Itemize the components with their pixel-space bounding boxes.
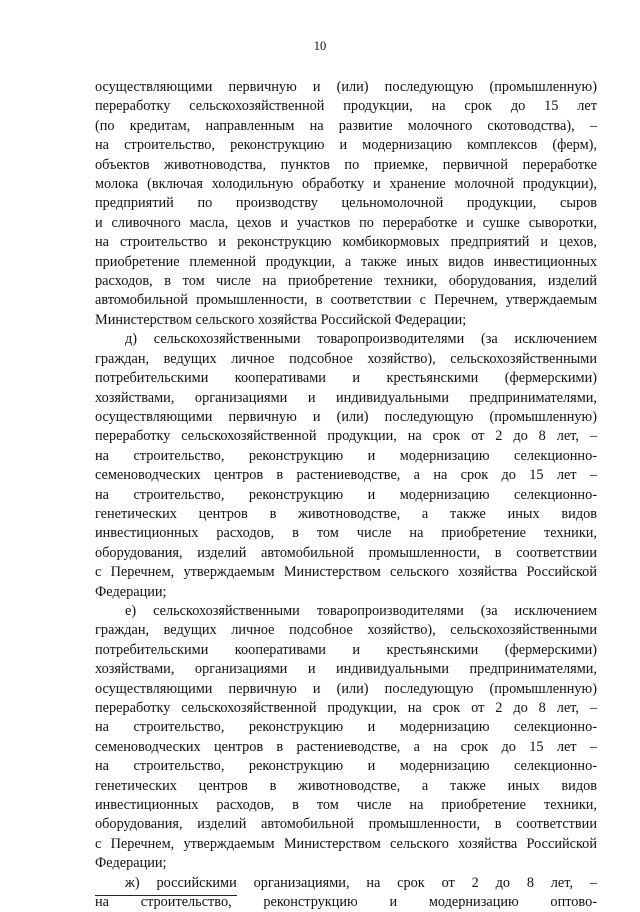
page-number: 10 (313, 39, 327, 53)
text-line: потребительскими кооперативами и крестьянскими (фермерскими) (95, 641, 597, 658)
text-line: на строительство, реконструкцию и модернизацию селекционно- (95, 486, 597, 503)
text-line: молока (включая холодильную обработку и хранение молочной продукции), (95, 176, 597, 193)
text-line: генетических центров в животноводстве, а также иных видов (95, 505, 597, 522)
text-line: предприятий по производству цельномолочной продукции, сыров (95, 195, 597, 212)
text-line: оборудования, изделий автомобильной промышленности, в соответствии (95, 816, 597, 833)
text-line: и сливочного масла, цехов и участков по переработке и сушке сыворотки, (95, 214, 597, 231)
text-line: граждан, ведущих личное подсобное хозяйство), сельскохозяйственными (95, 350, 597, 367)
text-line: граждан, ведущих личное подсобное хозяйство), сельскохозяйственными (95, 622, 597, 639)
text-line: ж) российскими организациями, на срок от 2 до 8 лет, – (125, 874, 597, 891)
text-line: хозяйствами, организациями и индивидуальными предпринимателями, (95, 661, 597, 678)
text-line: генетических центров в животноводстве, а также иных видов (95, 777, 597, 794)
paragraph (95, 874, 597, 912)
paragraph (95, 330, 597, 602)
text-line: семеноводческих центров в растениеводстве, а на срок до 15 лет – (95, 467, 597, 484)
text-line: на строительство и реконструкцию комбикормовых предприятий и цехов, (95, 234, 597, 251)
text-line: на строительство, реконструкцию и модернизацию селекционно- (95, 758, 597, 775)
text-line: Федерации; (95, 855, 167, 872)
text-line: объектов животноводства, пунктов по приемке, первичной переработке (95, 156, 597, 173)
footnote-separator (95, 895, 237, 896)
text-line: инвестиционных расходов, в том числе на приобретение техники, (95, 797, 597, 814)
document-body (95, 78, 597, 912)
text-line: Федерации; (95, 583, 167, 600)
text-line: на строительство, реконструкцию и модернизацию комплексов (ферм), (95, 137, 597, 154)
text-line: потребительскими кооперативами и крестьянскими (фермерскими) (95, 370, 597, 387)
text-line: на строительство, реконструкцию и модернизацию селекционно- (95, 447, 597, 464)
text-line: автомобильной промышленности, в соответствии с Перечнем, утверждаемым (95, 292, 597, 309)
text-line: хозяйствами, организациями и индивидуальными предпринимателями, (95, 389, 597, 406)
text-line: приобретение племенной продукции, а также иных видов инвестиционных (95, 253, 597, 270)
text-line: Министерством сельского хозяйства Российской Федерации; (95, 311, 467, 328)
text-line: е) сельскохозяйственными товаропроизводителями (за исключением (125, 602, 597, 619)
text-line: переработку сельскохозяйственной продукции, на срок от 2 до 8 лет, – (95, 428, 597, 445)
text-line: с Перечнем, утверждаемым Министерством сельского хозяйства Российской (95, 835, 597, 852)
text-line: расходов, в том числе на приобретение техники, оборудования, изделий (95, 273, 597, 290)
text-line: переработку сельскохозяйственной продукции, на срок до 15 лет (95, 98, 597, 115)
paragraph (95, 78, 597, 330)
text-line: осуществляющими первичную и (или) последующую (промышленную) (95, 79, 597, 95)
text-line: на строительство, реконструкцию и модернизацию селекционно- (95, 719, 597, 736)
paragraph (95, 602, 597, 874)
text-line: инвестиционных расходов, в том числе на приобретение техники, (95, 525, 597, 542)
text-line: на строительство, реконструкцию и модернизацию оптово- (95, 894, 597, 911)
text-line: осуществляющими первичную и (или) последующую (промышленную) (95, 680, 597, 697)
text-line: д) сельскохозяйственными товаропроизводителями (за исключением (125, 331, 597, 348)
text-line: осуществляющими первичную и (или) последующую (промышленную) (95, 408, 597, 425)
text-line: (по кредитам, направленным на развитие молочного скотоводства), – (95, 117, 597, 134)
text-line: с Перечнем, утверждаемым Министерством сельского хозяйства Российской (95, 564, 597, 581)
text-line: переработку сельскохозяйственной продукции, на срок от 2 до 8 лет, – (95, 700, 597, 716)
text-line: оборудования, изделий автомобильной промышленности, в соответствии (95, 544, 597, 561)
text-line: семеноводческих центров в растениеводстве, а на срок до 15 лет – (95, 738, 597, 755)
